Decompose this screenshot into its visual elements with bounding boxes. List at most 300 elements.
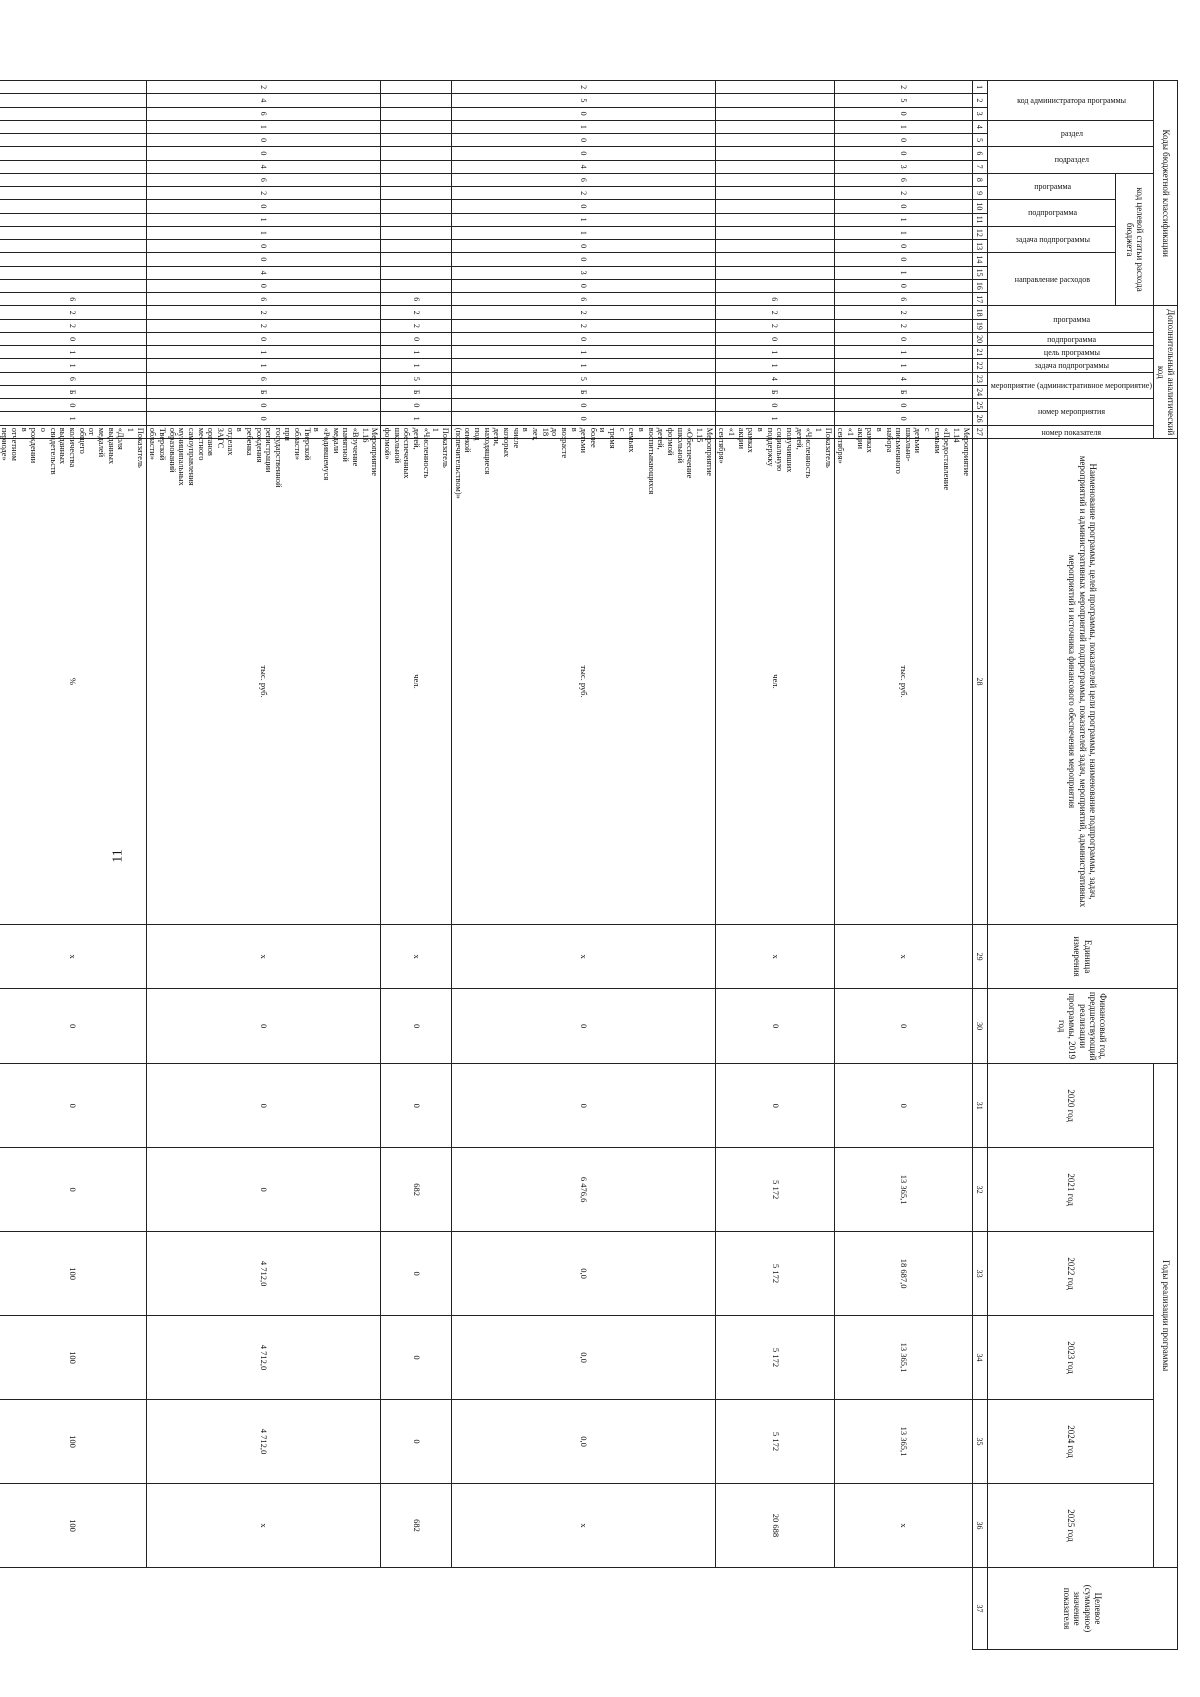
code-cell: [0, 173, 146, 186]
year-header-2021: [987, 1148, 1154, 1232]
code-cell: 4: [146, 94, 381, 107]
table-row: [451, 81, 715, 1650]
code-cell: 1: [146, 359, 381, 372]
column-index: 26: [972, 412, 987, 425]
code-cell: [715, 226, 834, 239]
code-cell: 2: [146, 306, 381, 319]
code-cell: 0: [451, 240, 715, 253]
code-cell: 6: [451, 173, 715, 186]
code-cell: [0, 240, 146, 253]
code-cell: 1: [715, 346, 834, 359]
name-header: [987, 438, 1177, 924]
code-cell: 6: [146, 293, 381, 306]
code-cell: 6: [0, 372, 146, 385]
code-cell: 0: [834, 412, 972, 425]
column-index: 2: [972, 94, 987, 107]
code-cell: Б: [834, 385, 972, 398]
column-index: 37: [972, 1568, 987, 1650]
column-index: 1: [972, 81, 987, 94]
row-fin-year: х: [381, 925, 452, 989]
year-header-2025-text: 2025 год: [1065, 1509, 1076, 1542]
column-index: 5: [972, 134, 987, 147]
row-year-value: 0: [381, 1232, 452, 1316]
row-name: Показатель 1 «Численность детей, обеспеченных школьной формой»: [381, 425, 452, 438]
code-cell: [381, 266, 452, 279]
column-index: 3: [972, 107, 987, 120]
code-cell: [381, 213, 452, 226]
column-index: 17: [972, 293, 987, 306]
code-cell: [715, 173, 834, 186]
column-index: 36: [972, 1483, 987, 1567]
row-target: х: [146, 1483, 381, 1567]
code-cell: 1: [0, 412, 146, 425]
row-fin-year: х: [451, 925, 715, 989]
column-index: 11: [972, 213, 987, 226]
event-num-header: [987, 399, 1154, 426]
column-index: 9: [972, 187, 987, 200]
row-year-value: 0: [146, 1064, 381, 1148]
row-unit: тыс. руб.: [834, 438, 972, 924]
code-cell: 1: [146, 346, 381, 359]
code-cell: 1: [381, 346, 452, 359]
code-cell: 0: [834, 147, 972, 160]
code-cell: 0: [146, 279, 381, 292]
code-cell: 5: [381, 372, 452, 385]
column-index: 22: [972, 359, 987, 372]
program-header-text: программа: [1034, 181, 1072, 191]
code-cell: [0, 279, 146, 292]
program-header: [987, 173, 1116, 200]
code-cell: [381, 240, 452, 253]
code-cell: 1: [451, 359, 715, 372]
code-cell: 2: [451, 319, 715, 332]
code-cell: [715, 187, 834, 200]
row-year-value: 0: [381, 1064, 452, 1148]
code-cell: 0: [0, 399, 146, 412]
row-unit: тыс. руб.: [451, 438, 715, 924]
code-cell: 0: [146, 147, 381, 160]
program2-header: [987, 306, 1154, 333]
budget-codes-header-text: Коды бюджетной классификации: [1160, 129, 1171, 257]
code-cell: 3: [451, 266, 715, 279]
code-cell: 1: [0, 346, 146, 359]
year-header-2022-text: 2022 год: [1065, 1257, 1076, 1290]
event-dir-header: [987, 253, 1116, 306]
code-cell: 0: [451, 134, 715, 147]
page-number: 11: [110, 849, 126, 863]
code-cell: 5: [451, 94, 715, 107]
code-cell: 4: [146, 266, 381, 279]
code-cell: 2: [834, 187, 972, 200]
column-index: 14: [972, 253, 987, 266]
code-cell: [381, 173, 452, 186]
code-cell: 2: [834, 81, 972, 94]
code-cell: [0, 187, 146, 200]
code-cell: 1: [834, 213, 972, 226]
row-year-value: 18 687,0: [834, 1232, 972, 1316]
code-cell: 5: [834, 94, 972, 107]
table-row: [0, 81, 146, 1650]
code-cell: 0: [146, 412, 381, 425]
code-cell: 2: [715, 319, 834, 332]
code-cell: 2: [715, 306, 834, 319]
row-target: х: [451, 1483, 715, 1567]
code-cell: 0: [834, 279, 972, 292]
code-cell: [381, 226, 452, 239]
code-cell: 4: [146, 160, 381, 173]
code-cell: [715, 107, 834, 120]
code-cell: [381, 147, 452, 160]
table-row: [834, 81, 972, 1650]
name-header-text: Наименование программы, целей программы, показателей цели программы, наименование подпрограммы, задач, мероприятий и административных мероприятий подпрограммы, показателей задач, мероприятий, административных мероприятий и источника финансового обеспечения мероприятия: [1067, 455, 1098, 908]
code-cell: 0: [834, 253, 972, 266]
column-index: 28: [972, 438, 987, 924]
indicator-num-header: [987, 425, 1154, 438]
task3-header: [987, 359, 1154, 372]
column-index: 34: [972, 1316, 987, 1400]
code-cell: [381, 120, 452, 133]
code-cell: 0: [451, 200, 715, 213]
subprogram-header-text: подпрограмма: [1028, 208, 1078, 218]
row-year-value: 4 712,0: [146, 1232, 381, 1316]
row-year-value: 0: [715, 989, 834, 1064]
code-cell: 1: [834, 346, 972, 359]
column-index: 31: [972, 1064, 987, 1148]
code-cell: 0: [834, 332, 972, 345]
code-cell: 4: [451, 160, 715, 173]
row-target: 20 688: [715, 1483, 834, 1567]
code-cell: [381, 160, 452, 173]
code-cell: [0, 253, 146, 266]
column-index: 7: [972, 160, 987, 173]
row-unit: чел.: [381, 438, 452, 924]
program2-header-text: программа: [1053, 314, 1091, 324]
code-cell: [715, 266, 834, 279]
code-cell: 6: [146, 107, 381, 120]
row-target: 682: [381, 1483, 452, 1567]
code-cell: 2: [451, 306, 715, 319]
row-year-value: 0: [451, 989, 715, 1064]
row-year-value: 4 712,0: [146, 1400, 381, 1484]
target-header: [987, 1568, 1177, 1650]
task3-header-text: задача подпрограммы: [1034, 361, 1109, 371]
column-index: 4: [972, 120, 987, 133]
column-index: 32: [972, 1148, 987, 1232]
column-index: 20: [972, 332, 987, 345]
row-year-value: 0: [146, 989, 381, 1064]
event-code-header-text: мероприятие (административное мероприятие): [991, 380, 1153, 390]
code-cell: [715, 240, 834, 253]
row-fin-year: х: [0, 925, 146, 989]
code-cell: 0: [381, 399, 452, 412]
unit-header: [987, 925, 1177, 989]
code-cell: [715, 253, 834, 266]
column-index: 27: [972, 425, 987, 438]
column-index: 10: [972, 200, 987, 213]
code-cell: [381, 81, 452, 94]
row-year-value: 5 172: [715, 1316, 834, 1400]
code-cell: 2: [451, 81, 715, 94]
row-year-value: 0: [0, 1148, 146, 1232]
code-cell: [0, 120, 146, 133]
code-cell: 2: [0, 306, 146, 319]
code-cell: 0: [146, 134, 381, 147]
code-cell: [381, 200, 452, 213]
row-year-value: 0: [146, 1148, 381, 1232]
code-cell: Б: [146, 385, 381, 398]
year-header-2020: [987, 1064, 1154, 1148]
code-cell: [715, 200, 834, 213]
code-cell: 6: [146, 372, 381, 385]
code-cell: 4: [715, 372, 834, 385]
table-row: [715, 81, 834, 1650]
code-cell: 2: [451, 187, 715, 200]
code-cell: 1: [146, 120, 381, 133]
row-year-value: 4 712,0: [146, 1316, 381, 1400]
column-index: 19: [972, 319, 987, 332]
task2-header-text: цель программы: [1043, 348, 1100, 358]
code-cell: 0: [834, 240, 972, 253]
code-cell: [0, 226, 146, 239]
code-cell: [0, 94, 146, 107]
event-num-header-text: номер мероприятия: [1038, 407, 1106, 417]
code-cell: 2: [834, 319, 972, 332]
row-year-value: 0: [834, 1064, 972, 1148]
code-cell: [715, 213, 834, 226]
code-cell: 2: [146, 187, 381, 200]
code-cell: 0: [146, 200, 381, 213]
row-name: Мероприятие 1.16 «Вручение памятной медали «Родившемуся в Тверской области» при государственной регистрации рождения ребенка в отделах ЗАГС органов местного самоуправления муниципальных образований Тверской области»: [146, 425, 381, 438]
row-year-value: 0: [715, 1064, 834, 1148]
rotated-table-wrapper: [0, 80, 1178, 1650]
column-index: 18: [972, 306, 987, 319]
column-index: 21: [972, 346, 987, 359]
admin-code-header: [987, 81, 1154, 121]
code-cell: 6: [834, 173, 972, 186]
row-name: Показатель 1 «Доля выданных медалей от общего количества выданных свидетельств о рождении в отчетном периоде»: [0, 425, 146, 438]
row-year-value: 0,0: [451, 1232, 715, 1316]
code-cell: 0: [834, 134, 972, 147]
code-cell: Б: [715, 385, 834, 398]
code-cell: [0, 266, 146, 279]
column-index: 24: [972, 385, 987, 398]
code-cell: 6: [834, 293, 972, 306]
code-cell: [381, 279, 452, 292]
code-cell: Б: [451, 385, 715, 398]
row-year-value: 100: [0, 1316, 146, 1400]
year-header-2024: [987, 1400, 1154, 1484]
event-dir-header-text: направление расходов: [1015, 274, 1091, 284]
code-cell: 0: [146, 399, 381, 412]
row-year-value: 0: [834, 989, 972, 1064]
row-year-value: 5 172: [715, 1232, 834, 1316]
code-cell: [0, 81, 146, 94]
column-index: 6: [972, 147, 987, 160]
target-article-header-text: код целевой статьи расхода бюджета: [1124, 187, 1146, 292]
row-unit: чел.: [715, 438, 834, 924]
target-article-header: [1116, 173, 1154, 306]
row-fin-year: х: [834, 925, 972, 989]
code-cell: [0, 160, 146, 173]
code-cell: [715, 120, 834, 133]
code-cell: [381, 253, 452, 266]
column-index: 15: [972, 266, 987, 279]
code-cell: [381, 187, 452, 200]
fin-year-header-text: Финансовый год, предшествующий реализации программы, 2019 год: [1056, 991, 1109, 1061]
code-cell: 2: [146, 319, 381, 332]
code-cell: 5: [451, 372, 715, 385]
row-year-value: 0: [381, 1316, 452, 1400]
extra-code-header: [1154, 306, 1178, 439]
code-cell: [715, 94, 834, 107]
code-cell: 0: [381, 332, 452, 345]
row-year-value: 5 172: [715, 1400, 834, 1484]
row-year-value: 0,0: [451, 1316, 715, 1400]
column-index: 33: [972, 1232, 987, 1316]
target-header-text: Целевое (суммарное) значение показателя: [1062, 1584, 1104, 1633]
column-index: 30: [972, 989, 987, 1064]
year-header-2023-text: 2023 год: [1065, 1341, 1076, 1374]
code-cell: 3: [834, 160, 972, 173]
year-header-2024-text: 2024 год: [1065, 1425, 1076, 1458]
code-cell: [0, 200, 146, 213]
row-year-value: 0: [381, 1400, 452, 1484]
years-impl-header-text: Годы реализации программы: [1160, 1260, 1171, 1372]
table-row: [381, 81, 452, 1650]
code-cell: 2: [0, 319, 146, 332]
code-cell: 0: [451, 399, 715, 412]
row-year-value: 0,0: [451, 1400, 715, 1484]
column-index: 35: [972, 1400, 987, 1484]
code-cell: 0: [146, 253, 381, 266]
fin-year-header: [987, 989, 1177, 1064]
column-index: 13: [972, 240, 987, 253]
code-cell: 0: [146, 240, 381, 253]
task-sub-header: [987, 226, 1116, 253]
code-cell: [381, 134, 452, 147]
code-cell: 6: [146, 173, 381, 186]
code-cell: 0: [715, 399, 834, 412]
code-cell: 1: [381, 359, 452, 372]
code-cell: 0: [834, 399, 972, 412]
code-cell: 0: [715, 332, 834, 345]
subprogram2-header-text: подпрограмма: [1047, 334, 1097, 344]
code-cell: 1: [451, 120, 715, 133]
row-fin-year: х: [715, 925, 834, 989]
year-header-2022: [987, 1232, 1154, 1316]
event-code-header: [987, 372, 1154, 399]
code-cell: [0, 147, 146, 160]
year-header-2021-text: 2021 год: [1065, 1173, 1076, 1206]
year-header-2020-text: 2020 год: [1065, 1089, 1076, 1122]
code-cell: 1: [146, 213, 381, 226]
row-year-value: 100: [0, 1400, 146, 1484]
row-unit: тыс. руб.: [146, 438, 381, 924]
code-cell: 1: [451, 213, 715, 226]
years-impl-header: [1154, 1064, 1178, 1568]
row-unit: %: [0, 438, 146, 924]
code-cell: 1: [834, 120, 972, 133]
section-header: [987, 120, 1154, 147]
budget-table: [0, 80, 1178, 1650]
code-cell: 1: [0, 359, 146, 372]
code-cell: 2: [381, 306, 452, 319]
column-index: 16: [972, 279, 987, 292]
column-index: 8: [972, 173, 987, 186]
column-index: 23: [972, 372, 987, 385]
row-year-value: 0: [451, 1064, 715, 1148]
subprogram2-header: [987, 332, 1154, 345]
code-cell: [715, 81, 834, 94]
code-cell: Б: [0, 385, 146, 398]
code-cell: 0: [451, 412, 715, 425]
code-cell: 6: [381, 293, 452, 306]
extra-code-header-text: Дополнительный аналитический код: [1155, 309, 1176, 436]
column-index: 12: [972, 226, 987, 239]
row-name: Мероприятие 1.15 «Обеспечение школьной формой детей, воспитывающихся в семьях с тремя и более детьми в возрасте до 18 лет, в числе которых дети, находящиеся под опекой (попечительством)»: [451, 425, 715, 438]
row-fin-year: х: [146, 925, 381, 989]
code-cell: 0: [451, 107, 715, 120]
code-cell: 6: [0, 293, 146, 306]
row-year-value: 0: [381, 989, 452, 1064]
task-sub-header-text: задача подпрограммы: [1015, 234, 1090, 244]
subsection-header: [987, 147, 1154, 174]
row-target: 100: [0, 1483, 146, 1567]
subsection-header-text: подраздел: [1054, 155, 1089, 165]
column-index: 25: [972, 399, 987, 412]
code-cell: [0, 134, 146, 147]
row-year-value: 13 365,1: [834, 1148, 972, 1232]
code-cell: 1: [146, 226, 381, 239]
row-target: х: [834, 1483, 972, 1567]
code-cell: 1: [715, 359, 834, 372]
code-cell: 0: [834, 200, 972, 213]
row-year-value: 5 172: [715, 1148, 834, 1232]
unit-header-text: Единица измерения: [1072, 936, 1093, 977]
code-cell: 4: [834, 372, 972, 385]
row-year-value: 682: [381, 1148, 452, 1232]
indicator-num-header-text: номер показателя: [1041, 427, 1102, 437]
code-cell: 1: [715, 412, 834, 425]
year-header-2025: [987, 1483, 1154, 1567]
row-year-value: 0: [0, 1064, 146, 1148]
code-cell: 0: [834, 107, 972, 120]
code-cell: 0: [451, 279, 715, 292]
code-cell: 6: [451, 293, 715, 306]
code-cell: 0: [146, 332, 381, 345]
code-cell: [381, 107, 452, 120]
row-name: Мероприятие 1.14 «Предоставление семьям с детьми школьно-письменного набора в рамках акции «1 сентября»: [834, 425, 972, 438]
code-cell: 1: [451, 346, 715, 359]
admin-code-header-text: код администратора программы: [1017, 95, 1127, 105]
column-index: 29: [972, 925, 987, 989]
task2-header: [987, 346, 1154, 359]
code-cell: 2: [834, 306, 972, 319]
row-year-value: 0: [0, 989, 146, 1064]
code-cell: [715, 160, 834, 173]
code-cell: [715, 134, 834, 147]
code-cell: 1: [834, 266, 972, 279]
code-cell: 0: [0, 332, 146, 345]
row-year-value: 13 365,1: [834, 1400, 972, 1484]
code-cell: 1: [381, 412, 452, 425]
code-cell: 2: [381, 319, 452, 332]
row-year-value: 6 476,6: [451, 1148, 715, 1232]
code-cell: 2: [146, 81, 381, 94]
budget-codes-header: [1154, 81, 1178, 306]
year-header-2023: [987, 1316, 1154, 1400]
code-cell: [381, 94, 452, 107]
